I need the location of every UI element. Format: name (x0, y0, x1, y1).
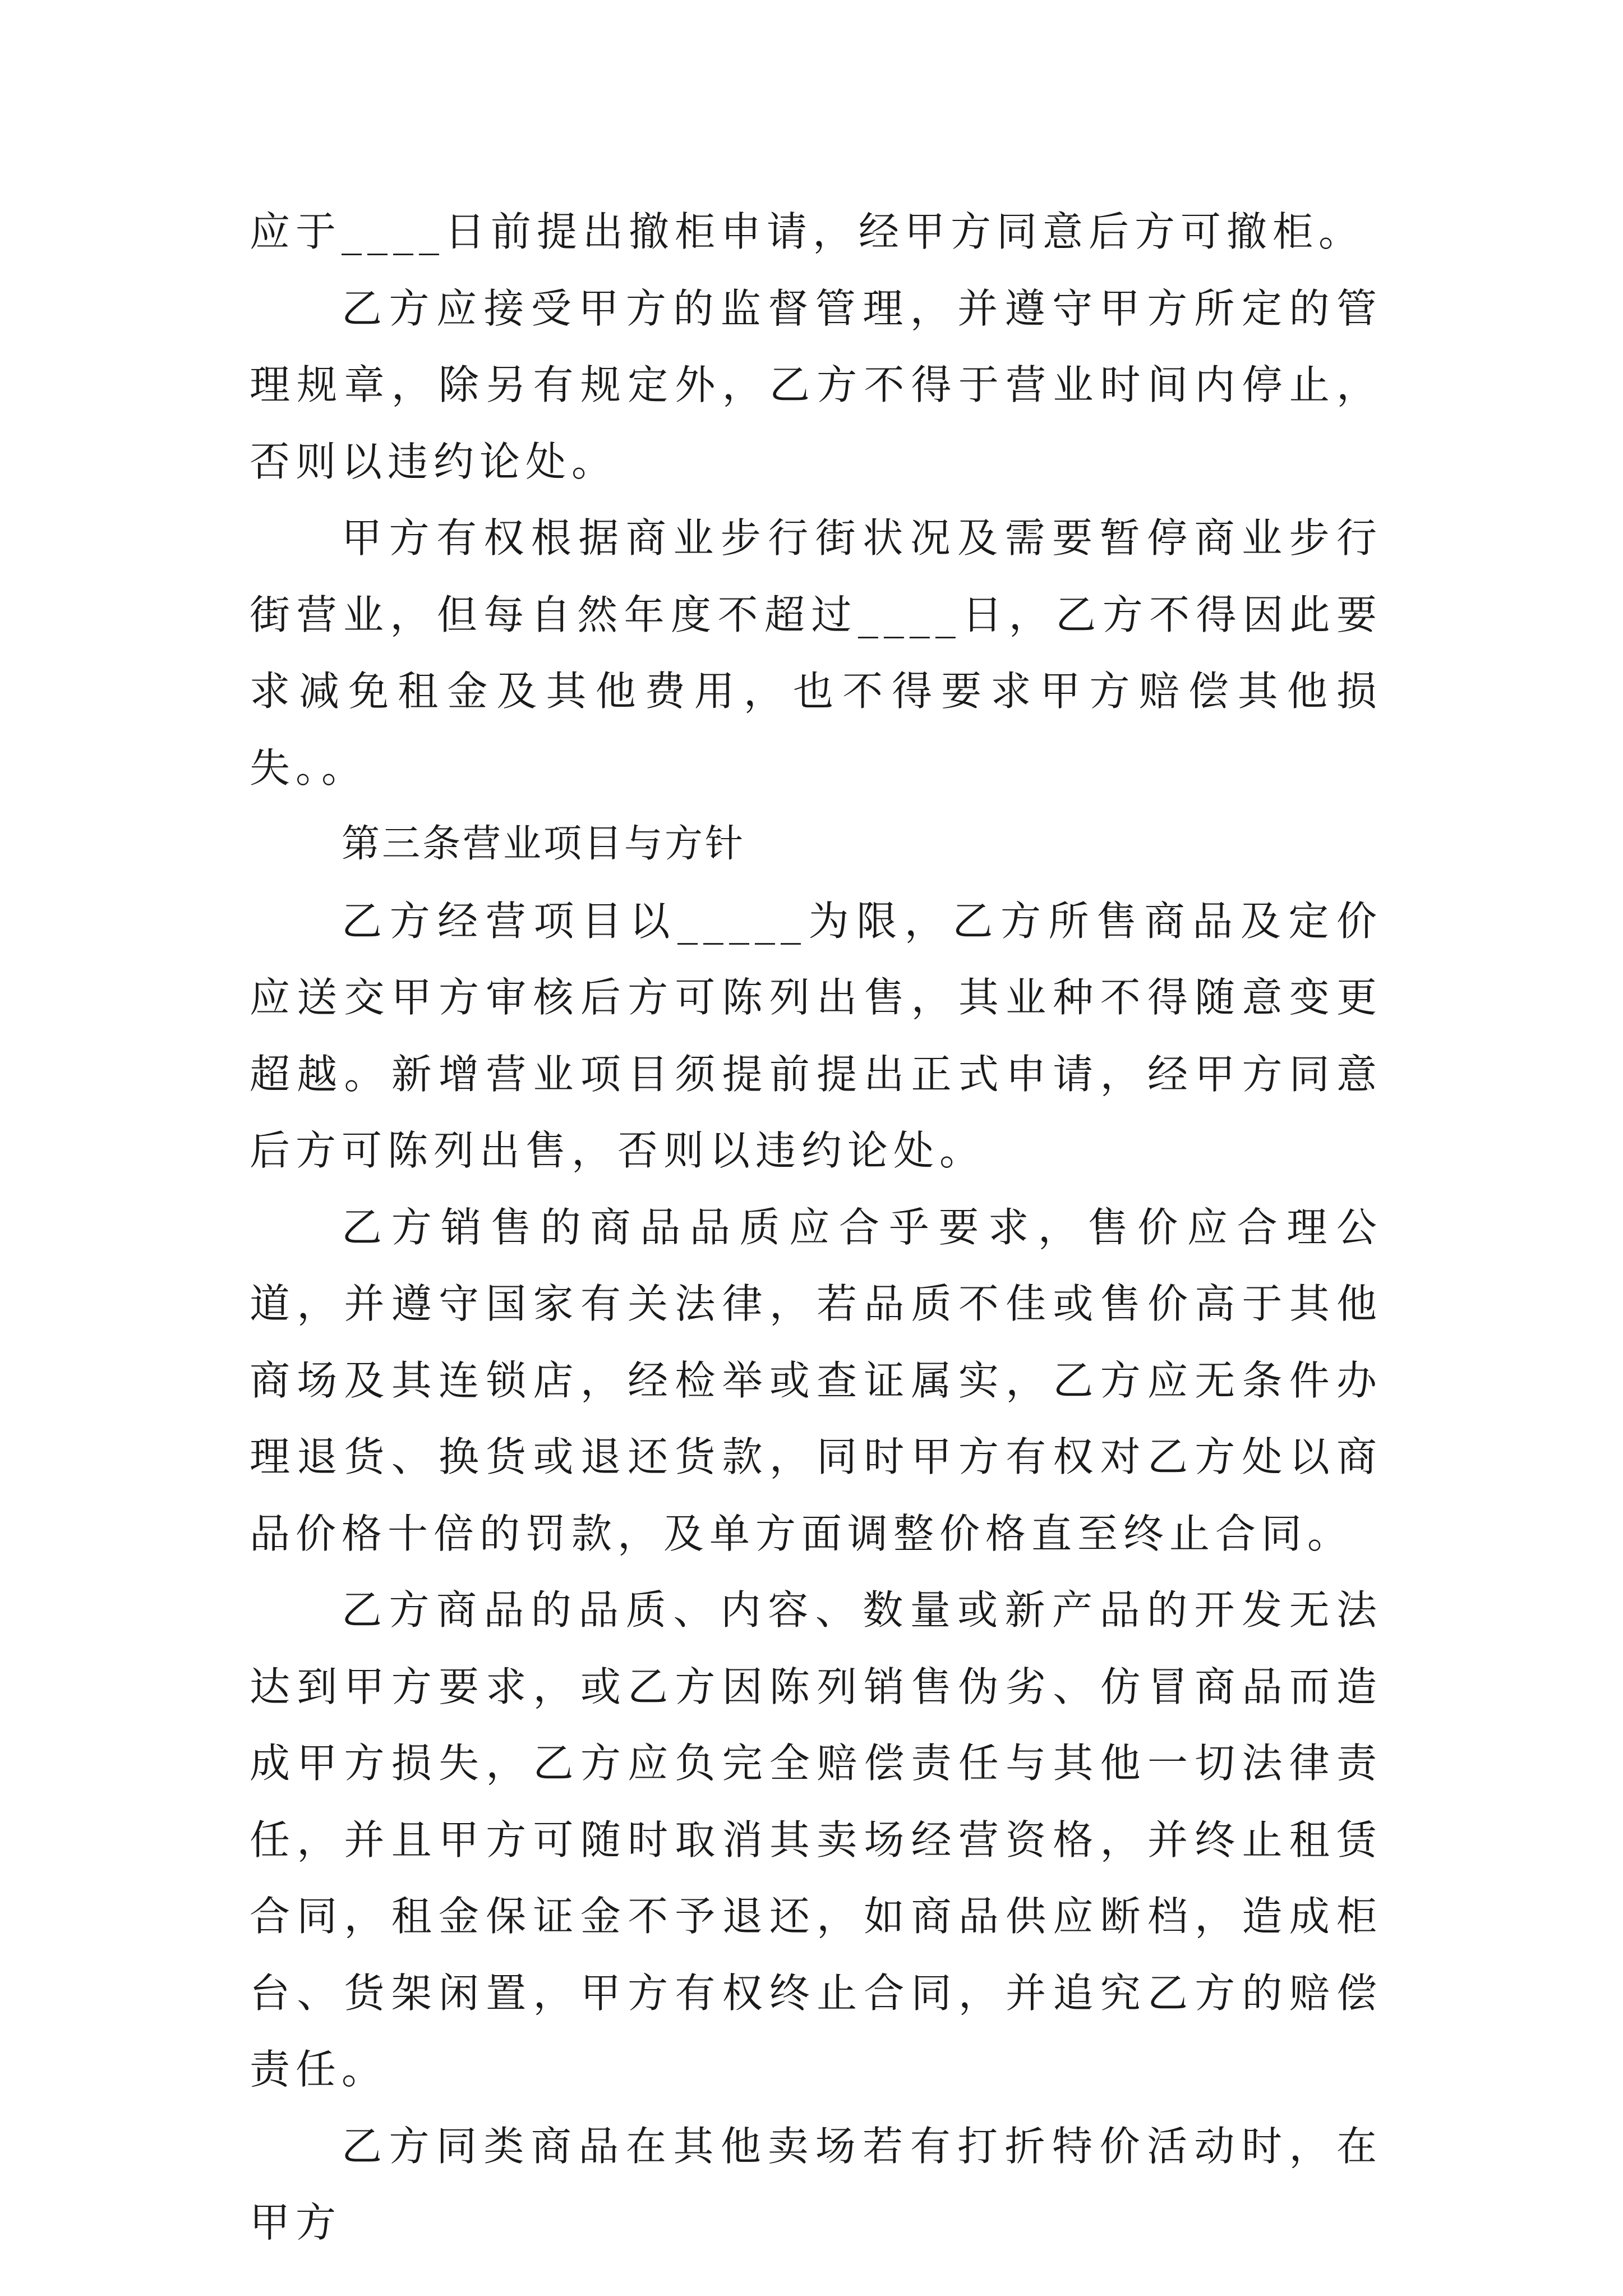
paragraph-supervision: 乙方应接受甲方的监督管理，并遵守甲方所定的管理规章，除另有规定外，乙方不得于营业时间内停止，否则以违约论处。 (250, 284, 1382, 485)
paragraph-product-quality: 乙方销售的商品品质应合乎要求，售价应合理公道，并遵守国家有关法律，若品质不佳或售价高于其他商场及其连锁店，经检举或查证属实，乙方应无条件办理退货、换货或退还货款，同时甲方有权对乙方处以商品价格十倍的罚款，及单方面调整价格直至终止合同。 (250, 1203, 1382, 1557)
paragraph-discount-activities: 乙方同类商品在其他卖场若有打折特价活动时，在甲方 (250, 2122, 1382, 2246)
paragraph-liability: 乙方商品的品质、内容、数量或新产品的开发无法达到甲方要求，或乙方因陈列销售伪劣、仿冒商品而造成甲方损失，乙方应负完全赔偿责任与其他一切法律责任，并且甲方可随时取消其卖场经营资格，并终止租赁合同，租金保证金不予退还，如商品供应断档，造成柜台、货架闲置，甲方有权终止合同，并追究乙方的赔偿责任。 (250, 1586, 1382, 2093)
paragraph-business-scope: 乙方经营项目以_____为限，乙方所售商品及定价应送交甲方审核后方可陈列出售，其业种不得随意变更超越。新增营业项目须提前提出正式申请，经甲方同意后方可陈列出售，否则以违约论处。 (250, 897, 1382, 1174)
paragraph-withdrawal-application: 应于____日前提出撤柜申请，经甲方同意后方可撤柜。 (250, 208, 1365, 255)
section-heading-article-3: 第三条营业项目与方针 (342, 822, 746, 866)
paragraph-suspension-rights: 甲方有权根据商业步行街状况及需要暂停商业步行街营业，但每自然年度不超过____日，乙方不得因此要求减免租金及其他费用，也不得要求甲方赔偿其他损失。。 (250, 514, 1382, 792)
document-body (250, 194, 1382, 2261)
